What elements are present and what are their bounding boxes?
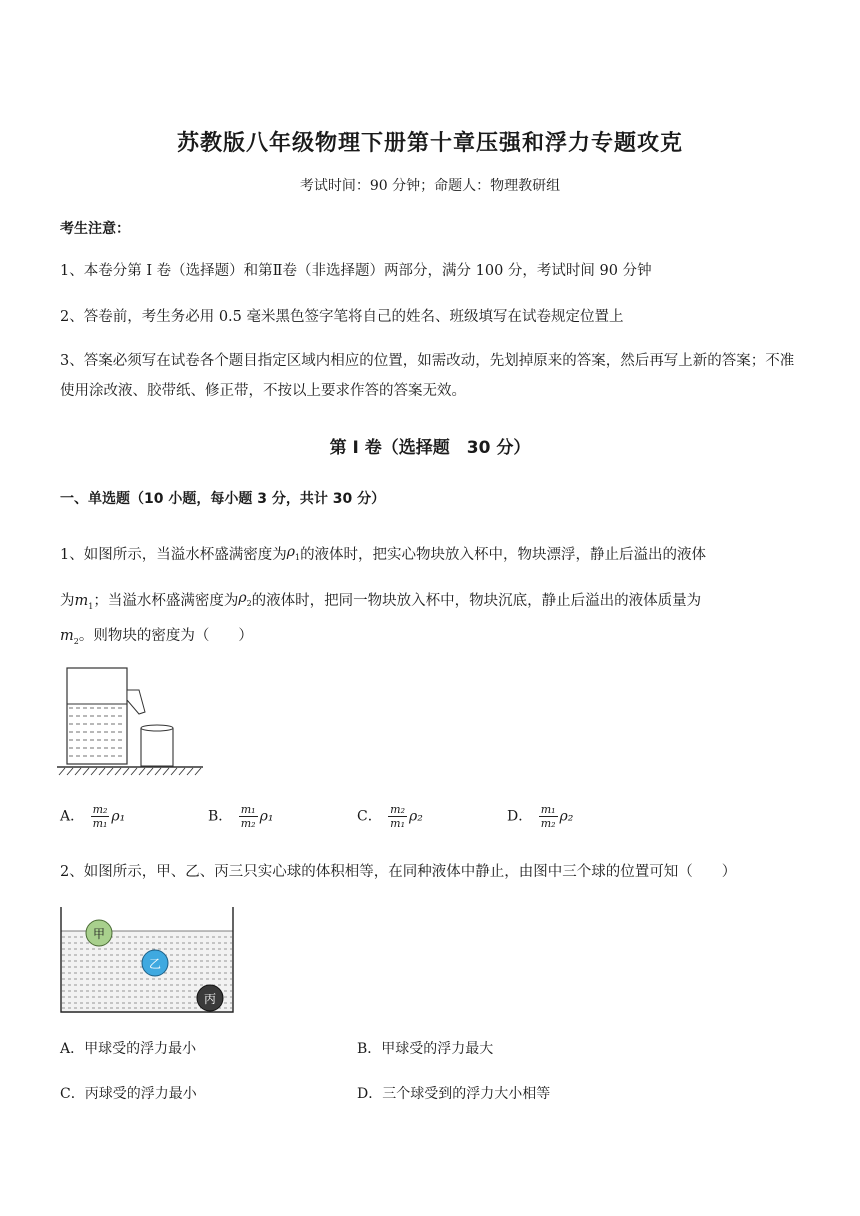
q2-option-a[interactable]: A．甲球受的浮力最小 [60,1041,197,1057]
notice-item-3: 3、答案必须写在试卷各个题目指定区域内相应的位置，如需改动，先划掉原来的答案，然后再写上新的答案；不准使用涂改液、胶带纸、修正带，不按以上要求作答的答案无效。 [60,353,795,399]
ball-yi-label: 乙 [148,957,162,971]
beaker [141,725,173,766]
q1-text-f: 。则物块的密度为（ ） [78,628,253,644]
m-glyph: m [74,592,89,609]
q1-text-b: 的液体时，把实心物块放入杯中，物块漂浮，静止后溢出的液体 [300,546,707,563]
option-letter: C． [357,808,382,825]
ball-jia-label: 甲 [92,927,106,941]
section-title: 第 I 卷（选择题 30 分） [329,438,531,458]
rho-symbol: ρ₂ [559,808,574,825]
q1-text-e: 的液体时，把同一物块放入杯中，物块沉底，静止后溢出的液体质量为 [251,592,702,609]
fraction [91,803,110,830]
numerator: m₁ [240,803,256,816]
numerator: m₁ [540,803,556,816]
rho-1-sub: 1 [294,552,301,562]
question-1-line-2 [60,582,805,623]
q1-option-c[interactable] [357,803,423,830]
rho-symbol: ρ₁ [259,808,274,825]
q1-option-d[interactable] [507,803,573,830]
denominator: m₂ [240,817,256,830]
ball-bing [197,985,223,1011]
q1-option-a[interactable] [60,803,125,830]
q1-text-a: 1、如图所示，当溢水杯盛满密度为 [60,546,287,563]
q1-option-b[interactable] [208,803,273,830]
rho-2-sub: 2 [246,598,252,608]
rho-symbol: ρ₁ [111,808,126,825]
question-1-line-3 [60,620,805,658]
overflow-spout [127,690,145,714]
notice-heading: 考生注意： [60,221,130,237]
page-title: 苏教版八年级物理下册第十章压强和浮力专题攻克 [176,131,683,156]
m2-symbol [60,628,79,644]
ground-hatch [59,768,201,775]
ball-yi [142,950,168,976]
rho-2-symbol [238,590,251,606]
fraction [539,803,558,830]
rho-glyph: ρ [238,590,247,606]
q2-option-b[interactable]: B．甲球受的浮力最大 [357,1041,494,1057]
fraction [388,803,407,830]
m1-symbol [75,593,94,609]
q1-text-c: 为 [60,592,75,609]
denominator: m₂ [540,817,556,830]
q2-option-c[interactable]: C．丙球受的浮力最小 [60,1086,197,1102]
ball-jia [86,920,112,946]
denominator: m₁ [92,817,108,830]
question-2-text: 2、如图所示，甲、乙、丙三只实心球的体积相等，在同种液体中静止，由图中三个球的位置可知（ ） [60,864,737,880]
option-letter: D． [507,808,533,825]
notice-item-1: 1、本卷分第 I 卷（选择题）和第Ⅱ卷（非选择题）两部分，满分 100 分，考试时间 90 分钟 [60,263,652,279]
rho-1-symbol [287,544,300,560]
option-letter: A． [60,808,85,825]
rho-glyph: ρ [286,544,295,560]
numerator: m₂ [92,803,108,816]
option-letter: B． [208,808,233,825]
m1-sub: 1 [88,601,94,611]
q2-option-d[interactable]: D．三个球受到的浮力大小相等 [357,1086,551,1102]
question-1-line-1 [60,536,805,574]
three-balls-figure [56,905,238,1015]
m-glyph: m [60,628,74,644]
numerator: m₂ [390,803,406,816]
rho-symbol: ρ₂ [409,808,423,825]
denominator: m₁ [390,817,406,830]
fraction [239,803,258,830]
m2-sub: 2 [73,636,79,646]
page-subtitle: 考试时间：90 分钟；命题人：物理教研组 [299,178,561,194]
notice-item-2: 2、答卷前，考生务必用 0.5 毫米黑色签字笔将自己的姓名、班级填写在试卷规定位置上 [60,309,624,325]
q1-text-d: ；当溢水杯盛满密度为 [93,592,239,609]
part-heading: 一、单选题（10 小题，每小题 3 分，共计 30 分） [60,491,386,507]
overflow-cup-figure [55,662,205,777]
ball-bing-label: 丙 [203,992,217,1006]
